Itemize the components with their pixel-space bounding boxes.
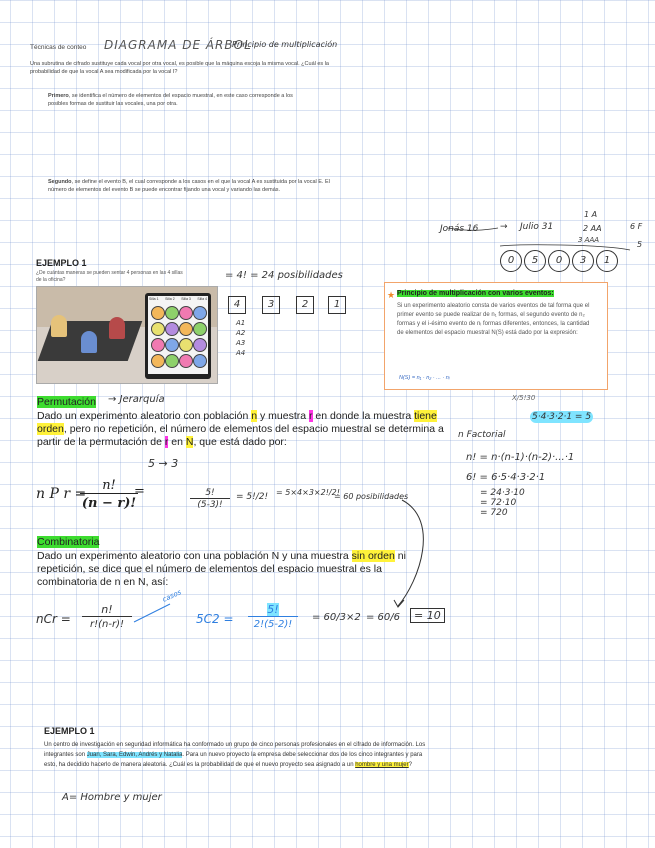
permutacion-hand: → Jerarquía (108, 394, 165, 405)
ink-blue-arrow (134, 604, 170, 622)
ej2-t2: . Para un nuevo proyecto la empresa debe seleccionar dos de los cinco integrantes y para esto, ha decidido hacerlo de manera aleatoria. ¿Cuál es la probabilidad de que el nuevo proyecto sea asignado a un (44, 752, 423, 768)
ink-underline (448, 228, 498, 230)
count-box: 1 (328, 296, 346, 314)
note-sel-5: 5 (637, 240, 643, 249)
circle-digit: 3 (572, 250, 594, 272)
circle-digit: 5 (524, 250, 546, 272)
star-icon: ★ (387, 290, 396, 300)
factorial-six: 6! = 6·5·4·3·2·1 (466, 472, 546, 483)
note-sel-3: 3 AAA (578, 236, 600, 244)
factorial-label: n Factorial (458, 430, 506, 440)
combinatoria-heading-text: Combinatoria (37, 536, 100, 548)
perm-formula-num: n! (80, 478, 138, 494)
comb-hand-arrow-label: casos (161, 588, 183, 604)
circle-digit: 0 (548, 250, 570, 272)
perm-n: n (251, 410, 258, 422)
note-sel-1: 1 A (584, 210, 598, 219)
note-sel-2: 2 AA (583, 224, 602, 233)
monitor-header: Silla 4 (197, 297, 207, 301)
segundo-label: Segundo (48, 179, 72, 185)
ej2-hl: hombre y una mujer (355, 762, 409, 768)
side-note: A4 (236, 349, 246, 357)
note-sel-4: 6 F (630, 222, 643, 231)
factorial-step: = 720 (480, 508, 508, 518)
note-arrow: → (500, 222, 508, 232)
perm-tiene-orden: tiene orden (37, 410, 437, 435)
comb-step: = 60/6 (366, 612, 401, 623)
circle-digit: 1 (596, 250, 618, 272)
comb-step-result: = 10 (410, 608, 445, 623)
count-box: 3 (262, 296, 280, 314)
ej2-names: Juan, Sara, Edwin, Andrés y Natalia (86, 752, 183, 758)
perm-hand-step3: = 60 posibilidades (334, 492, 409, 501)
perm-hand-step1: = 5!/2! (236, 492, 269, 502)
intro-question: Una subrutina de cifrado sustituye cada vocal por otra vocal, es posible que la máquina escoja la misma vocal. ¿Cuál es la probabilidad de que la vocal A sea modificada por la vocal I? (30, 61, 329, 75)
factorial-step: = 72·10 (480, 498, 517, 508)
perm-formula-den: (n − r)! (81, 496, 137, 511)
comb-example-den: 2!(5-2)! (253, 619, 293, 630)
perm-t2: y muestra (257, 410, 310, 422)
note-label-a: Jonás 16 (440, 224, 479, 234)
principle-formula: N(S) = n₁ · n₂ · ... · nᵢ (399, 375, 450, 381)
perm-t4: , pero no repetición, el número de elementos del espacio muestral se determina a partir de la permutación de (37, 423, 444, 448)
comb-hand-lhs: nCr = (36, 612, 71, 626)
segundo-text: , se define el evento B, el cual corresponde a los casos en el que la vocal A es sustituida por la vocal E. El número de elementos del evento B se puede encontrar fijando una vocal y variando las demás. (48, 179, 330, 193)
ink-bracket (500, 245, 630, 250)
perm-t3: en donde la muestra (312, 410, 415, 422)
comb-hand-num: n! (82, 603, 132, 617)
side-note: A1 (236, 319, 246, 327)
principle-text: Si un experimento aleatorio consta de varios eventos de tal forma que el primer evento se puede realizar de n₁ formas, el segundo evento de n₂ formas y el i-ésimo evento de nᵢ formas diferentes, entonces, la cantidad de elementos del espacio muestral N(S) está dado por la expresión: (397, 303, 590, 336)
ink-arrow-curve (398, 500, 423, 606)
header-prefix: Técnicas de conteo (30, 44, 87, 51)
perm-t1: Dado un experimento aleatorio con población (37, 410, 252, 422)
comb-example-lhs: 5C2 = (196, 612, 234, 626)
comb-example-num-text: 5! (267, 603, 279, 616)
permutacion-hand-x: X/5!30 (512, 394, 536, 402)
ej2-t1: Un centro de investigación en seguridad informática ha conformado un grupo de cinco personas profesionales en el cifrado de información. Los integrantes son (44, 742, 426, 758)
perm-formula-eq: = (134, 484, 145, 499)
perm-t6: , que está dado por: (193, 436, 287, 448)
circle-digit: 0 (500, 250, 522, 272)
comb-t1: Dado un experimento aleatorio con una población N y una muestra (37, 550, 352, 562)
side-note: A3 (236, 339, 246, 347)
header-subtitle-handwritten: Principio de multiplicación (232, 40, 338, 49)
permutacion-heading-text: Permutación (37, 396, 96, 408)
comb-t2: ni repetición, se dice que el número de elementos del espacio muestral es la combinatoria de n en N, así: (37, 550, 406, 588)
perm-N: N (185, 436, 194, 448)
monitor-header: Silla 2 (165, 297, 175, 301)
highlighted-digits-text: 5·4·3·2·1 = 5 (532, 412, 592, 422)
monitor-header: Silla 1 (149, 297, 159, 301)
factorial-def: n! = n·(n-1)·(n-2)·...·1 (466, 452, 575, 463)
perm-hand-calc: 5 → 3 (148, 457, 179, 470)
note-label-b: Julio 31 (520, 222, 554, 232)
count-box: 2 (296, 296, 314, 314)
factorial-step: = 24·3·10 (480, 488, 525, 498)
perm-hand-num: 5! (190, 488, 230, 499)
perm-r: r (309, 410, 313, 422)
principle-title-text: Principio de multiplicación con varios eventos: (397, 290, 554, 297)
side-note: A2 (236, 329, 246, 337)
perm-formula-lhs-text: n P r = (36, 486, 87, 502)
ejemplo1-hand-eq: = 4! = 24 posibilidades (225, 270, 343, 281)
monitor-header: Silla 3 (181, 297, 191, 301)
primero-label: Primero (48, 93, 69, 99)
ink-arrow-head (394, 600, 404, 607)
header-title-handwritten: DIAGRAMA DE ÁRBOL (104, 38, 252, 52)
ejemplo2-hand: A= Hombre y mujer (62, 792, 162, 803)
ej2-t3: ? (408, 762, 412, 768)
primero-text: , se identifica el número de elementos del espacio muestral, en este caso corresponde a los posibles formas de sustituir las vocales, una por otra. (48, 93, 293, 107)
ejemplo1-heading: EJEMPLO 1 (36, 258, 87, 268)
perm-hand-step2: = 5×4×3×2!/2! (276, 488, 340, 497)
comb-step: = 60/3×2 (312, 612, 361, 623)
count-box: 4 (228, 296, 246, 314)
perm-hand-den: (5-3)! (197, 500, 223, 510)
perm-t5: en (168, 436, 186, 448)
ejemplo2-heading: EJEMPLO 1 (44, 726, 95, 736)
ejemplo1-caption: ¿De cuántas maneras se pueden sentar 4 personas en las 4 sillas de la oficina? (36, 270, 183, 283)
comb-hand-den: r!(n-r)! (90, 619, 124, 630)
comb-sin-orden: sin orden (351, 550, 395, 562)
perm-r2: r (164, 436, 169, 448)
